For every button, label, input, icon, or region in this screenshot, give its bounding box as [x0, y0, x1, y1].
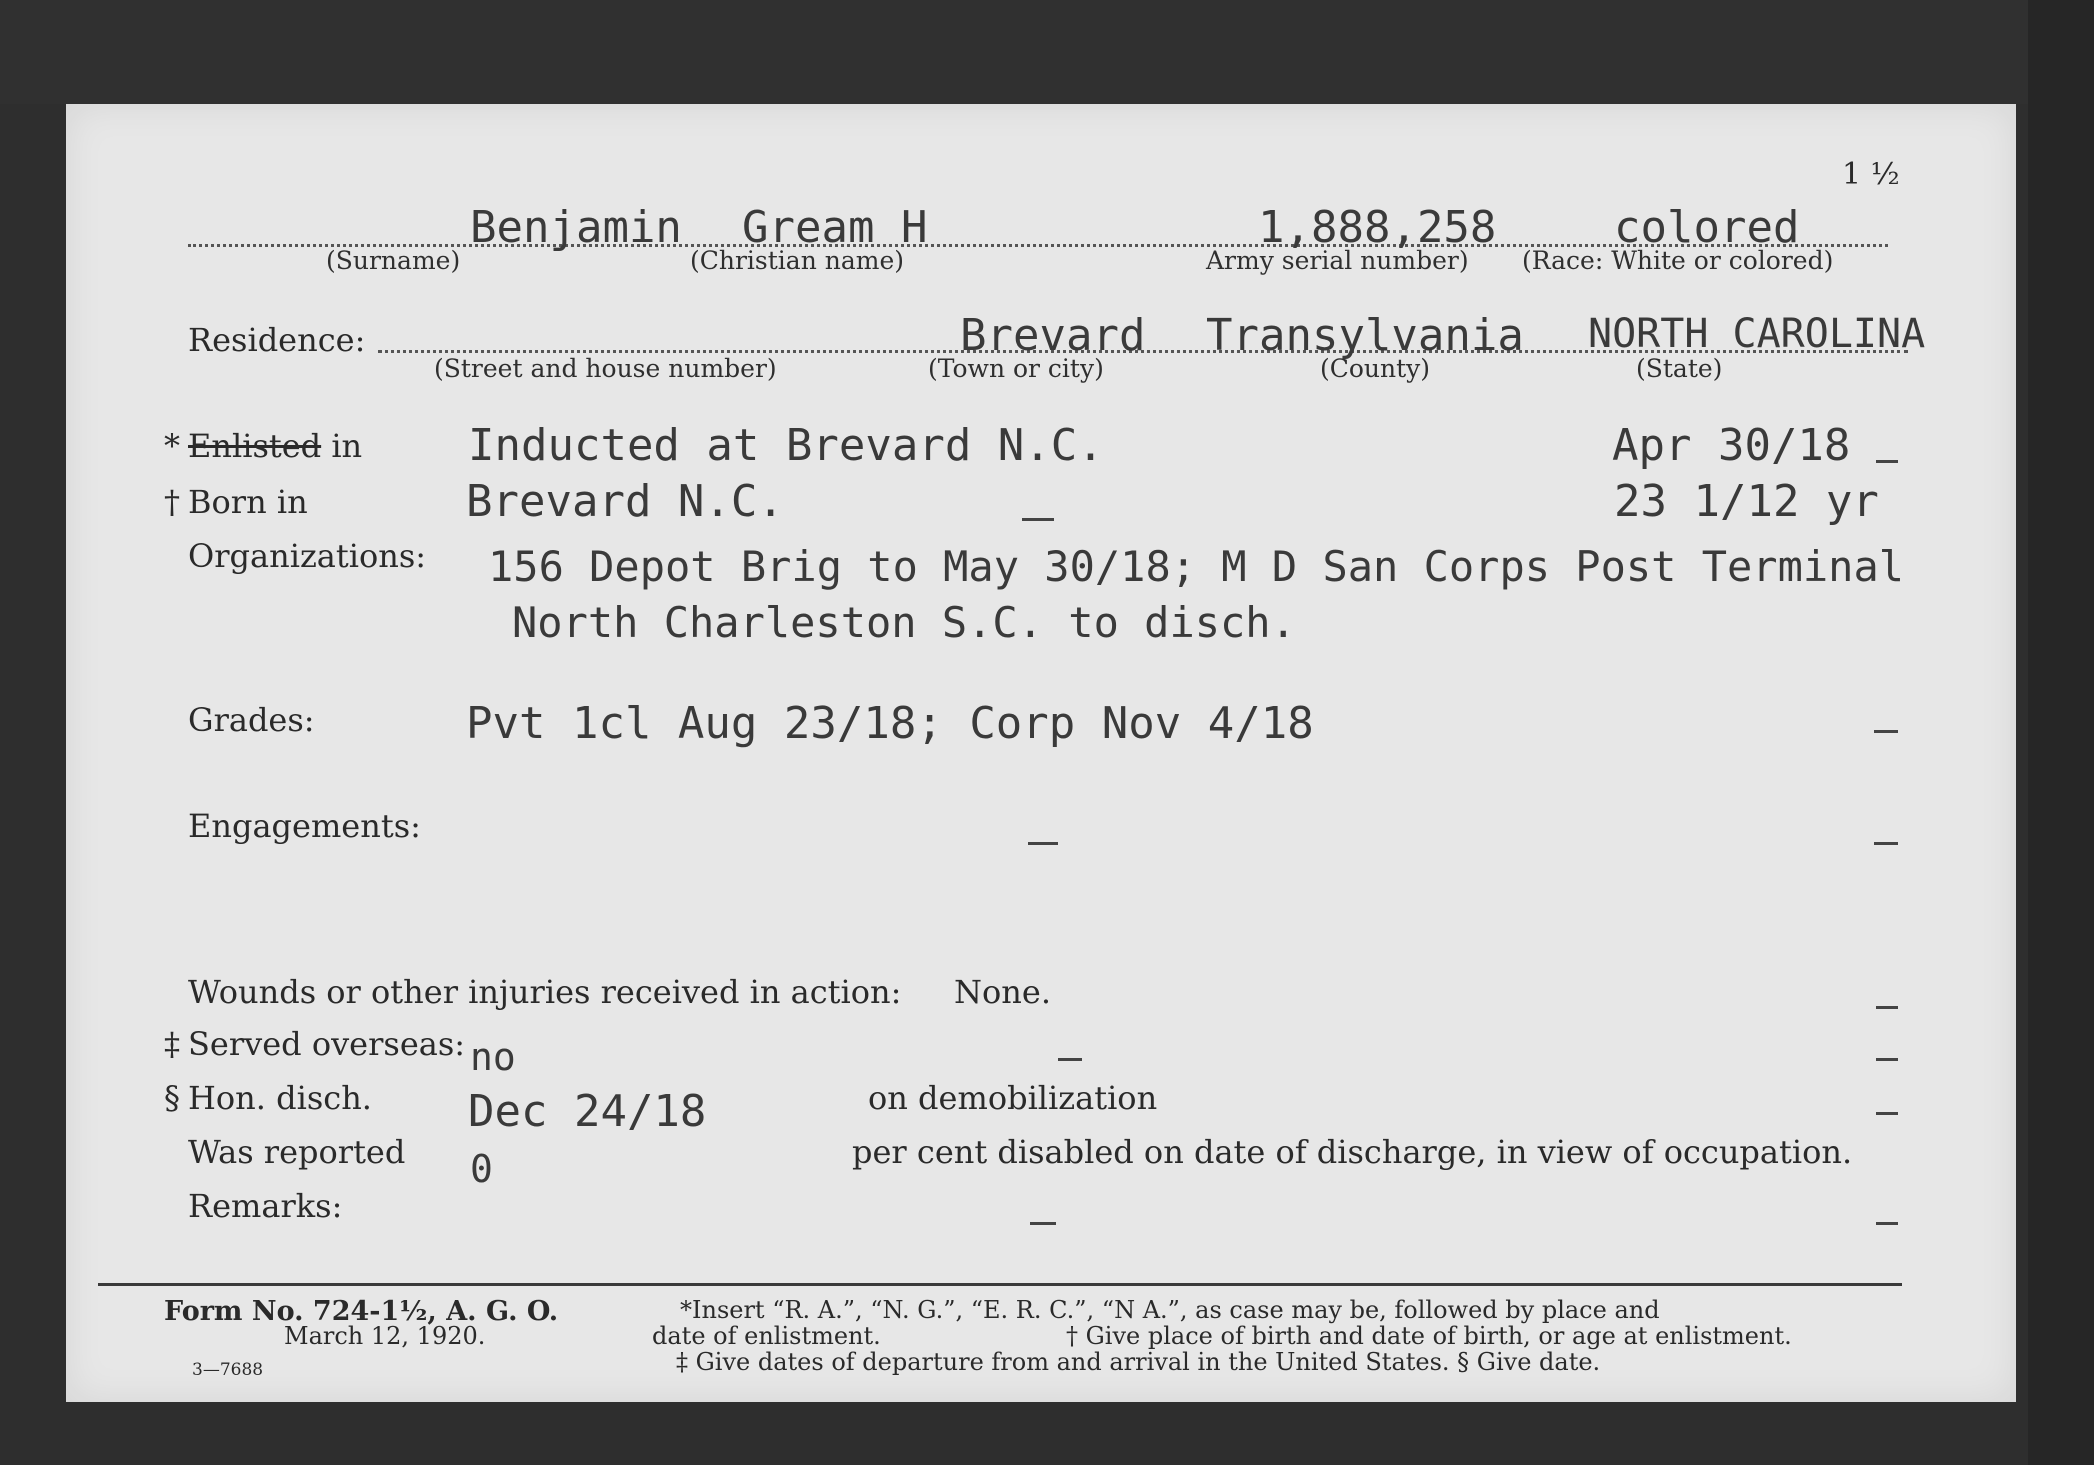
- organizations-label: Organizations:: [188, 537, 427, 575]
- footnote-insert-line-1: *Insert “R. A.”, “N. G.”, “E. R. C.”, “N A.”, as case may be, followed by place and: [680, 1296, 1660, 1324]
- corner-mark: 1 ½: [1842, 157, 1900, 192]
- form-date: March 12, 1920.: [284, 1322, 486, 1350]
- serial-number-value: 1,888,258: [1258, 202, 1497, 253]
- enlisted-value: Inducted at Brevard N.C.: [468, 420, 1104, 471]
- overseas-footnote-mark: ‡: [164, 1025, 180, 1063]
- discharge-footnote-mark: §: [164, 1079, 180, 1117]
- residence-town-value: Brevard: [960, 310, 1146, 361]
- born-value: Brevard N.C.: [466, 476, 784, 527]
- engagements-mid-dash: [1028, 842, 1058, 845]
- overseas-mid-dash: [1058, 1058, 1082, 1061]
- enlisted-label: [188, 427, 363, 465]
- born-footnote-mark: †: [164, 483, 180, 521]
- enlisted-label-suffix: in: [321, 427, 363, 465]
- born-label: Born in: [188, 483, 308, 521]
- overseas-end-dash: [1876, 1058, 1898, 1061]
- remarks-end-dash: [1876, 1222, 1898, 1225]
- engagements-label: Engagements:: [188, 807, 421, 845]
- reported-text: per cent disabled on date of discharge, in view of occupation.: [852, 1133, 1853, 1171]
- wounds-end-dash: [1876, 1006, 1898, 1009]
- serial-number-caption: Army serial number): [1206, 246, 1469, 275]
- residence-county-value: Transylvania: [1206, 310, 1524, 361]
- enlisted-footnote-mark: *: [164, 427, 180, 465]
- form-number: Form No. 724-1½, A. G. O.: [164, 1296, 559, 1327]
- reported-value: 0: [470, 1147, 493, 1191]
- discharge-end-dash: [1876, 1112, 1898, 1115]
- town-caption: (Town or city): [928, 354, 1104, 383]
- reported-label: Was reported: [188, 1133, 406, 1171]
- wounds-value: None.: [954, 973, 1051, 1011]
- organizations-line-1: 156 Depot Brig to May 30/18; M D San Corps Post Terminal: [488, 542, 1905, 591]
- county-caption: (County): [1320, 354, 1431, 383]
- born-mid-dash: [1022, 518, 1054, 521]
- footer-rule: [98, 1283, 1902, 1286]
- state-caption: (State): [1636, 354, 1723, 383]
- footnote-insert-line-2: date of enlistment.: [652, 1322, 881, 1350]
- residence-label: Residence:: [188, 321, 366, 359]
- wounds-label: Wounds or other injuries received in action:: [188, 973, 902, 1011]
- remarks-mid-dash: [1030, 1222, 1056, 1225]
- scan-background-right: [2028, 0, 2094, 1465]
- discharge-note: on demobilization: [868, 1079, 1158, 1117]
- surname-value: Benjamin: [470, 202, 682, 253]
- remarks-label: Remarks:: [188, 1187, 343, 1225]
- race-caption: (Race: White or colored): [1522, 246, 1834, 275]
- race-value: colored: [1614, 202, 1800, 253]
- scan-background-top: [0, 0, 2094, 104]
- enlisted-struck-word: Enlisted: [188, 427, 322, 465]
- organizations-line-2: North Charleston S.C. to disch.: [512, 598, 1296, 647]
- grades-label: Grades:: [188, 701, 315, 739]
- enlisted-end-dash: [1876, 460, 1898, 463]
- footnote-overseas-dates: ‡ Give dates of departure from and arrival in the United States. § Give date.: [676, 1348, 1601, 1376]
- born-age: 23 1/12 yr: [1614, 476, 1879, 527]
- print-code: 3—7688: [192, 1360, 264, 1380]
- christian-name-caption: (Christian name): [690, 246, 905, 275]
- discharge-label: Hon. disch.: [188, 1079, 372, 1117]
- overseas-label: Served overseas:: [188, 1025, 466, 1063]
- street-caption: (Street and house number): [434, 354, 777, 383]
- overseas-value: no: [470, 1035, 516, 1079]
- footnote-birth: † Give place of birth and date of birth, or age at enlistment.: [1066, 1322, 1792, 1350]
- grades-end-dash: [1874, 730, 1898, 733]
- enlisted-date: Apr 30/18: [1612, 420, 1851, 471]
- discharge-value: Dec 24/18: [468, 1086, 707, 1137]
- christian-name-value: Gream H: [742, 202, 928, 253]
- residence-state-value: NORTH CAROLINA: [1588, 311, 1926, 357]
- engagements-end-dash: [1874, 842, 1898, 845]
- surname-caption: (Surname): [326, 246, 461, 275]
- record-card: [66, 104, 2016, 1402]
- grades-value: Pvt 1cl Aug 23/18; Corp Nov 4/18: [466, 698, 1314, 749]
